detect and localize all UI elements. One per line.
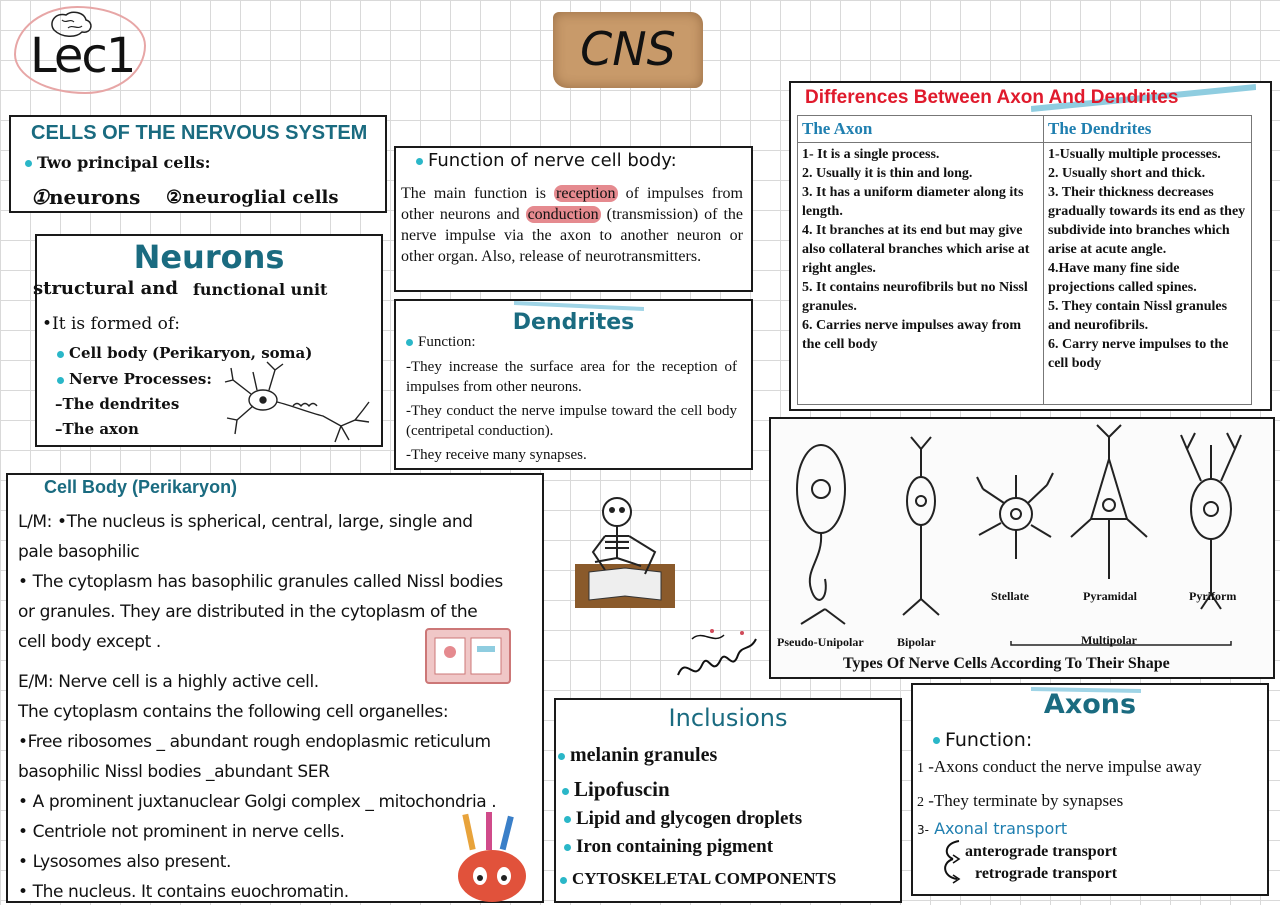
list-item: –The dendrites (55, 395, 180, 413)
section-title: Inclusions (668, 704, 788, 732)
list-item: -They receive many synapses. (406, 447, 587, 463)
differences-table-card (789, 81, 1272, 411)
function-label-line (933, 729, 1032, 751)
cell-type-label: Stellate (991, 589, 1029, 603)
paragraph-text: (transmission) of the nerve impulse via the axon to another neuron or other organ. Also, release of neurotransmitters. (401, 206, 744, 265)
section-title: CELLS OF THE NERVOUS SYSTEM (31, 122, 368, 144)
cell-type-label: Bipolar (897, 635, 936, 649)
number-one-icon: 1 (917, 761, 924, 776)
list-item-label: Iron containing pigment (576, 836, 774, 857)
text-line: cell body except . (18, 632, 161, 652)
number-two-icon: 2 (917, 795, 924, 810)
bullet-icon (406, 339, 413, 346)
bullet-icon (564, 816, 571, 823)
function-label-line (406, 334, 476, 351)
axons-section (911, 683, 1269, 896)
notebook-sticker-icon (425, 628, 511, 684)
neuron-drawing-icon (223, 360, 373, 446)
neuroglial-item (166, 187, 339, 208)
notebook-drawing (427, 630, 509, 682)
nerve-cell-types-figure (769, 417, 1275, 679)
list-item (917, 757, 1202, 777)
pencil-pot-icon (456, 812, 528, 902)
page-title-card (553, 12, 703, 88)
text-line: pale basophilic (18, 542, 140, 562)
bullet-icon (564, 844, 571, 851)
list-item (917, 819, 1067, 838)
bullet-icon (416, 158, 423, 165)
highlight-conduction: conduction (527, 206, 599, 223)
inclusions-section (554, 698, 902, 903)
text-line: • Centriole not prominent in nerve cells. (18, 822, 345, 842)
bullet-icon (560, 877, 567, 884)
section-title: Function of nerve cell body: (428, 150, 677, 171)
section-title: Dendrites (512, 310, 635, 335)
list-item (560, 869, 836, 889)
highlight-reception: reception (556, 185, 616, 202)
neurons-label: neurons (48, 185, 141, 209)
axon-column (798, 116, 1044, 404)
principal-cells-line (25, 153, 211, 172)
cell-type-label: Pyriform (1189, 589, 1237, 603)
lecture-label: Lec1 (30, 28, 135, 84)
text-line: E/M: Nerve cell is a highly active cell. (18, 672, 319, 692)
structural-label: structural and (33, 278, 178, 299)
list-item-label: melanin granules (570, 744, 718, 766)
list-item-label: CYTOSKELETAL COMPONENTS (572, 869, 837, 888)
cell-type-label: Multipolar (1081, 633, 1137, 647)
cell-type-label: Pseudo-Unipolar (777, 635, 864, 649)
text-line: or granules. They are distributed in the cytoplasm of the (18, 602, 478, 622)
dendrites-section (394, 299, 753, 470)
section-title-line (416, 150, 677, 171)
signature-icon (672, 625, 762, 687)
list-item-label: -They terminate by synapses (928, 791, 1124, 810)
text-line: • Lysosomes also present. (18, 852, 232, 872)
table-cell: 1-Usually multiple processes. 2. Usually short and thick. 3. Their thickness decreases gradually towards its end as they subdivide into branches which arise at acute angle. 4.Have many fine side projections called spines. 5. They contain Nissl granules and neurofibrils. 6. Carry nerve impulses to the cell body (1048, 147, 1246, 371)
text-line: L/M: •The nucleus is spherical, central, large, single and (18, 512, 473, 532)
list-item: –The axon (55, 420, 139, 438)
list-item (564, 808, 802, 830)
neurons-section (35, 234, 383, 447)
retrograde-label: retrograde transport (975, 865, 1118, 882)
list-item: -They conduct the nerve impulse toward the cell body (centripetal conduction). (406, 403, 737, 439)
number-three-icon: 3- (917, 823, 929, 837)
bullet-icon (57, 351, 64, 358)
section-title: Neurons (133, 238, 285, 276)
skeleton-reading-icon (565, 492, 695, 614)
formed-of-label: •It is formed of: (42, 314, 180, 334)
table-title: Differences Between Axon And Dendrites (805, 87, 1179, 108)
function-paragraph (401, 183, 743, 267)
list-item-label: Lipid and glycogen droplets (576, 808, 803, 829)
list-item (562, 777, 670, 802)
nerve-cell-drawings (771, 419, 1273, 651)
list-item (564, 836, 773, 858)
list-item (558, 744, 717, 767)
number-one-icon: ① (31, 187, 49, 209)
number-two-icon: ② (166, 187, 183, 207)
text-line: • A prominent juxtanuclear Golgi complex _ mitochondria . (18, 792, 497, 812)
list-item-label: Axonal transport (934, 819, 1068, 838)
list-item (917, 791, 1123, 811)
list-item: -They increase the surface area for the reception of impulses from other neurons. (406, 359, 737, 395)
bullet-icon (562, 788, 569, 795)
page-title: CNS (580, 22, 676, 76)
paragraph-text: of impulses from other neurons and (401, 185, 744, 223)
functional-label: functional unit (193, 280, 328, 299)
list-item-label: Nerve Processes: (69, 370, 212, 388)
list-item (57, 370, 212, 388)
bullet-icon (57, 377, 64, 384)
list-item-label: Lipofuscin (574, 777, 670, 801)
principal-cells-label: Two principal cells: (37, 153, 211, 172)
anterograde-label: anterograde transport (965, 843, 1118, 860)
text-line: basophilic Nissl bodies _abundant SER (18, 762, 330, 782)
function-label: Function: (945, 729, 1033, 751)
figure-caption: Types Of Nerve Cells According To Their Shape (843, 655, 1170, 672)
bullet-icon (558, 753, 565, 760)
lecture-badge (14, 6, 146, 94)
dendrites-column (1044, 116, 1251, 404)
cells-section (9, 115, 387, 213)
cell-body-function-section (394, 146, 753, 292)
text-line: •Free ribosomes _ abundant rough endoplasmic reticulum (18, 732, 491, 752)
branch-arrow-icon (939, 837, 967, 885)
table-cell: 1- It is a single process. 2. Usually it is thin and long. 3. It has a uniform diameter along its length. 4. It branches at its end but may give also collateral branches which arise at right angles. 5. It contains neurofibrils but no Nissl granules. 6. Carries nerve impulses away from the cell body (802, 147, 1030, 352)
bullet-icon (933, 737, 940, 744)
section-title: Axons (1043, 689, 1137, 720)
neurons-item (31, 185, 140, 210)
list-item-label: -Axons conduct the nerve impulse away (928, 757, 1202, 776)
neuroglial-label: neuroglial cells (182, 187, 339, 208)
cell-type-label: Pyramidal (1083, 589, 1137, 603)
text-line: • The nucleus. It contains euochromatin. (18, 882, 349, 902)
differences-table (797, 115, 1252, 405)
list-item-label: Cell body (Perikaryon, soma) (69, 344, 313, 362)
text-line: • The cytoplasm has basophilic granules called Nissl bodies (18, 572, 503, 592)
text-line: The cytoplasm contains the following cell organelles: (18, 702, 449, 722)
section-title: Cell Body (Perikaryon) (44, 477, 238, 497)
column-header: The Axon (798, 116, 1043, 143)
function-label: Function: (418, 334, 476, 350)
bullet-icon (25, 160, 32, 167)
column-header: The Dendrites (1044, 116, 1251, 143)
paragraph-text: The main function is (401, 185, 555, 202)
